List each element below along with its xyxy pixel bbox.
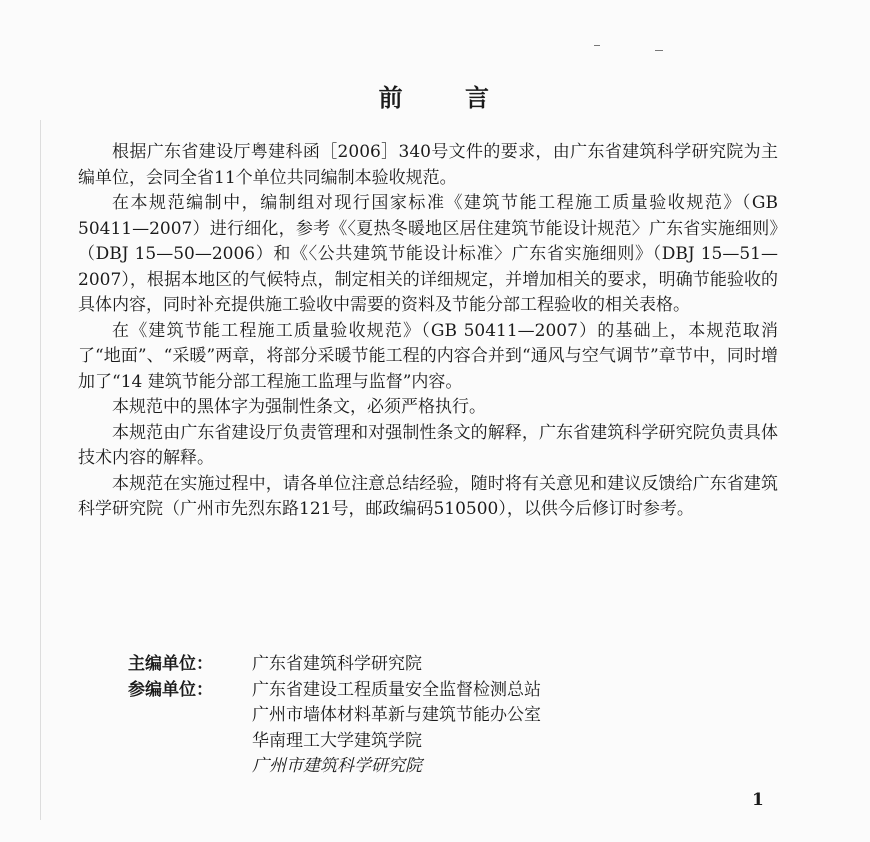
participating-unit-label: 参编单位： (128, 679, 213, 700)
scan-mark (594, 45, 600, 46)
page-title (0, 78, 870, 113)
paragraph: 本规范由广东省建设厅负责管理和对强制性条文的解释，广东省建筑科学研究院负责具体技术内容的解释。 (78, 422, 778, 468)
paragraph: 根据广东省建设厅粤建科函［2006］340号文件的要求，由广东省建筑科学研究院为主编单位，会同全省11个单位共同编制本验收规范。 (78, 142, 778, 188)
scan-mark (655, 50, 663, 51)
participating-unit-name: 广州市墙体材料革新与建筑节能办公室 (252, 705, 541, 725)
page-number: 1 (752, 790, 764, 810)
paragraph: 本规范中的黑体字为强制性条文，必须严格执行。 (112, 397, 486, 417)
chief-unit-name: 广东省建筑科学研究院 (252, 654, 422, 674)
title-char: 前 (378, 84, 405, 112)
preface-body (78, 140, 778, 523)
paragraph: 在《建筑节能工程施工质量验收规范》（GB 50411—2007）的基础上，本规范取消了“地面”、“采暖”两章，将部分采暖节能工程的内容合并到“通风与空气调节”章节中，同时增加了“14 建筑节能分部工程施工监理与监督”内容。 (78, 320, 778, 392)
participating-unit-row (128, 678, 541, 704)
participating-unit-name: 华南理工大学建筑学院 (252, 730, 422, 751)
paragraph: 本规范在实施过程中，请各单位注意总结经验，随时将有关意见和建议反馈给广东省建筑科学研究院（广州市先烈东路121号，邮政编码510500），以供今后修订时参考。 (78, 473, 778, 519)
participating-unit-name: 广州市建筑科学研究院 (252, 756, 422, 776)
chief-unit-label: 主编单位： (128, 654, 213, 674)
paragraph: 在本规范编制中，编制组对现行国家标准《建筑节能工程施工质量验收规范》（GB 50411—2007）进行细化，参考《〈夏热冬暖地区居住建筑节能设计规范〉广东省实施细则》（DBJ 15—50—2006）和《〈公共建筑节能设计标准〉广东省实施细则》（DBJ 15—51—2007），根据本地区的气候特点，制定相关的详细规定，并增加相关的要求，明确节能验收的具体内容，同时补充提供施工验收中需要的资料及节能分部工程验收的相关表格。 (78, 193, 778, 315)
chief-unit-row (128, 652, 541, 678)
scan-edge (40, 120, 41, 820)
units-list (128, 652, 541, 780)
participating-unit-name: 广东省建设工程质量安全监督检测总站 (252, 679, 541, 700)
title-char: 言 (465, 84, 492, 112)
